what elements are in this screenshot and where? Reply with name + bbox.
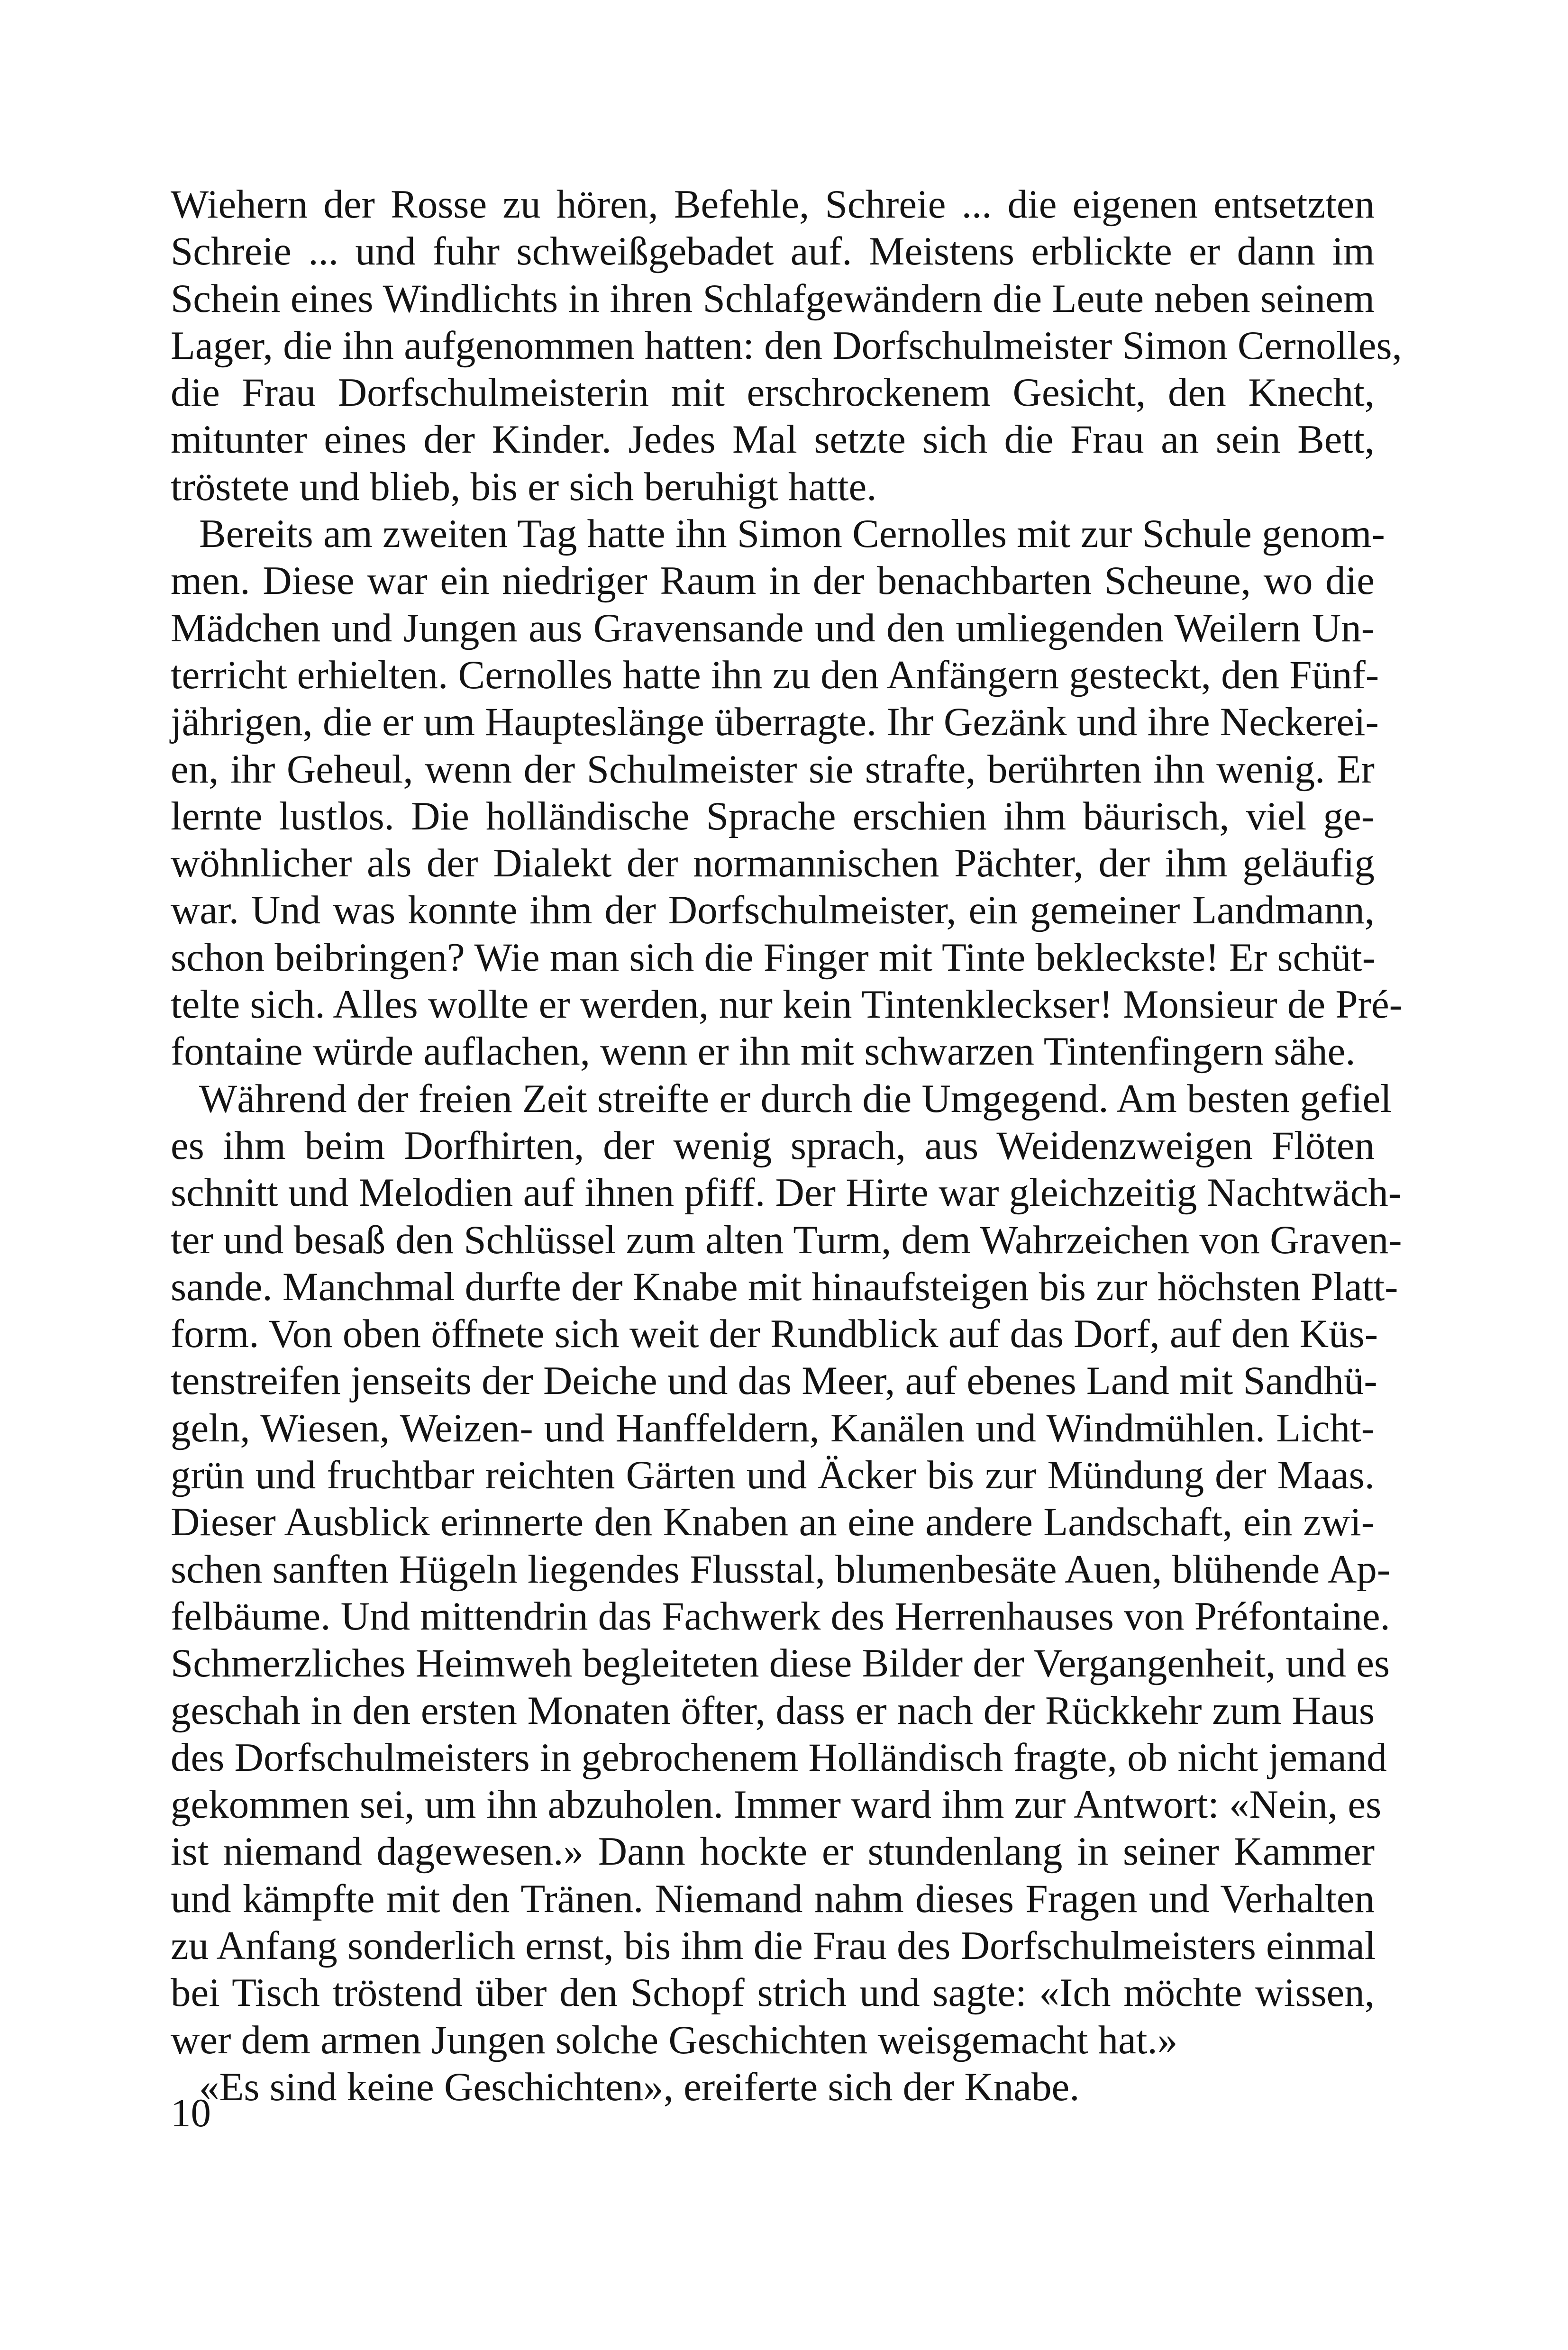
text-line: wöhnlicher als der Dialekt der normannischen Pächter, der ihm geläufig xyxy=(171,841,1375,886)
text-line: grün und fruchtbar reichten Gärten und Äcker bis zur Mündung der Maas. xyxy=(171,1453,1375,1498)
text-line: ter und besaß den Schlüssel zum alten Turm, dem Wahrzeichen von Graven- xyxy=(171,1217,1402,1262)
text-line: war. Und was konnte ihm der Dorfschulmeister, ein gemeiner Landmann, xyxy=(171,888,1375,933)
text-line: die Frau Dorfschulmeisterin mit erschrockenem Gesicht, den Knecht, xyxy=(171,370,1375,415)
text-line: fontaine würde auflachen, wenn er ihn mit schwarzen Tintenfingern sähe. xyxy=(171,1029,1356,1074)
paragraph xyxy=(171,2064,1375,2111)
text-line: men. Diese war ein niedriger Raum in der benachbarten Scheune, wo die xyxy=(171,558,1375,603)
text-line: tröstete und blieb, bis er sich beruhigt hatte. xyxy=(171,464,877,509)
text-line: jährigen, die er um Haupteslänge überragte. Ihr Gezänk und ihre Neckerei- xyxy=(171,700,1379,745)
text-line: bei Tisch tröstend über den Schopf strich und sagte: «Ich möchte wissen, xyxy=(171,1970,1375,2015)
text-line: Schmerzliches Heimweh begleiteten diese Bilder der Vergangenheit, und es xyxy=(171,1641,1390,1686)
text-line: es ihm beim Dorfhirten, der wenig sprach, aus Weidenzweigen Flöten xyxy=(171,1123,1375,1168)
text-line: wer dem armen Jungen solche Geschichten weisgemacht hat.» xyxy=(171,2017,1178,2062)
text-line: und kämpfte mit den Tränen. Niemand nahm dieses Fragen und Verhalten xyxy=(171,1876,1375,1921)
text-line: Lager, die ihn aufgenommen hatten: den Dorfschulmeister Simon Cernolles, xyxy=(171,323,1402,368)
text-line: felbäume. Und mittendrin das Fachwerk des Herrenhauses von Préfontaine. xyxy=(171,1594,1390,1639)
text-line: Wiehern der Rosse zu hören, Befehle, Schreie ... die eigenen entsetzten xyxy=(171,182,1375,227)
text-line: schnitt und Melodien auf ihnen pfiff. Der Hirte war gleichzeitig Nachtwäch- xyxy=(171,1170,1402,1215)
text-line: terricht erhielten. Cernolles hatte ihn zu den Anfängern gesteckt, den Fünf- xyxy=(171,652,1379,697)
text-line: Bereits am zweiten Tag hatte ihn Simon Cernolles mit zur Schule genom- xyxy=(199,511,1385,556)
text-line: schon beibringen? Wie man sich die Finger mit Tinte bekleckste! Er schüt- xyxy=(171,935,1376,980)
paragraph xyxy=(171,1075,1402,2064)
text-line: tenstreifen jenseits der Deiche und das Meer, auf ebenes Land mit Sandhü- xyxy=(171,1358,1377,1403)
text-line: Schreie ... und fuhr schweißgebadet auf. Meistens erblickte er dann im xyxy=(171,229,1375,274)
text-line: ist niemand dagewesen.» Dann hockte er stundenlang in seiner Kammer xyxy=(171,1829,1375,1874)
text-line: en, ihr Geheul, wenn der Schulmeister sie strafte, berührten ihn wenig. Er xyxy=(171,747,1375,792)
paragraph xyxy=(171,181,1402,510)
text-line: mitunter eines der Kinder. Jedes Mal setzte sich die Frau an sein Bett, xyxy=(171,417,1375,462)
page-number: 10 xyxy=(171,2091,211,2135)
text-line: geln, Wiesen, Weizen- und Hanffeldern, Kanälen und Windmühlen. Licht- xyxy=(171,1405,1375,1450)
body-text xyxy=(171,181,1403,2111)
text-line: telte sich. Alles wollte er werden, nur kein Tintenkleckser! Monsieur de Pré- xyxy=(171,982,1403,1027)
text-line: «Es sind keine Geschichten», ereiferte sich der Knabe. xyxy=(199,2064,1080,2109)
text-line: sande. Manchmal durfte der Knabe mit hinaufsteigen bis zur höchsten Platt- xyxy=(171,1264,1398,1309)
text-line: gekommen sei, um ihn abzuholen. Immer ward ihm zur Antwort: «Nein, es xyxy=(171,1782,1382,1827)
text-line: Während der freien Zeit streifte er durch die Umgegend. Am besten gefiel xyxy=(199,1076,1392,1121)
text-line: Mädchen und Jungen aus Gravensande und den umliegenden Weilern Un- xyxy=(171,605,1375,650)
text-line: des Dorfschulmeisters in gebrochenem Holländisch fragte, ob nicht jemand xyxy=(171,1735,1387,1780)
text-line: geschah in den ersten Monaten öfter, dass er nach der Rückkehr zum Haus xyxy=(171,1688,1375,1733)
text-line: Dieser Ausblick erinnerte den Knaben an eine andere Landschaft, ein zwi- xyxy=(171,1500,1375,1545)
text-line: zu Anfang sonderlich ernst, bis ihm die Frau des Dorfschulmeisters einmal xyxy=(171,1923,1376,1968)
text-line: form. Von oben öffnete sich weit der Rundblick auf das Dorf, auf den Küs- xyxy=(171,1312,1378,1357)
text-line: Schein eines Windlichts in ihren Schlafgewändern die Leute neben seinem xyxy=(171,276,1375,321)
paragraph xyxy=(171,510,1403,1075)
text-line: schen sanften Hügeln liegendes Flusstal, blumenbesäte Auen, blühende Ap- xyxy=(171,1547,1391,1592)
text-line: lernte lustlos. Die holländische Sprache erschien ihm bäurisch, viel ge- xyxy=(171,793,1375,838)
